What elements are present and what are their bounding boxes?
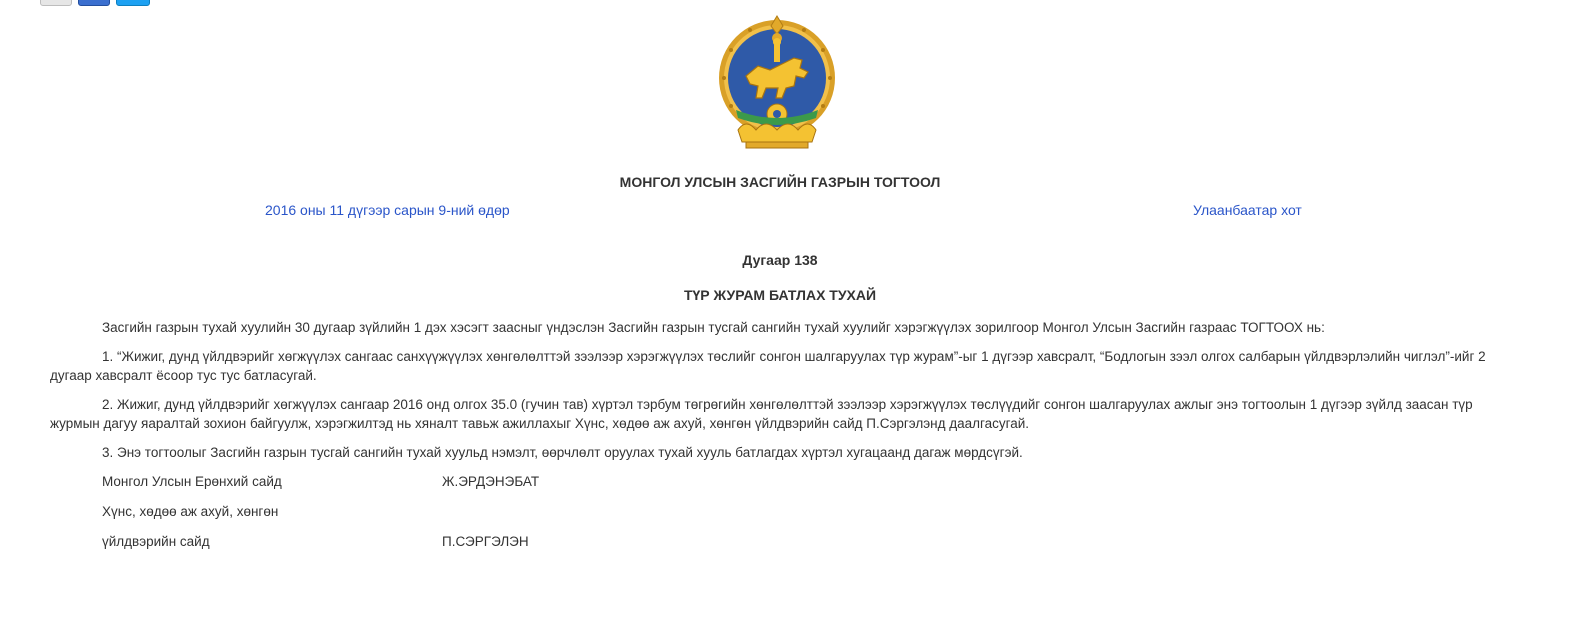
document-place: Улаанбаатар хот [1193, 202, 1302, 218]
pm-name: Ж.ЭРДЭНЭБАТ [442, 474, 540, 489]
preamble-paragraph: Засгийн газрын тухай хуулийн 30 дугаар зүйлийн 1 дэх хэсэгт заасныг үндэслэн Засгийн газрын тусгай сангийн тухай хуулийг хэрэгжүүлэх зорилгоор Монгол Улсын Засгийн газраас ТОГТООХ нь: [102, 320, 1325, 335]
minister-title-line2: үйлдвэрийн сайд [102, 534, 210, 549]
item-3-paragraph: 3. Энэ тогтоолыг Засгийн газрын тусгай сангийн тухай хуульд нэмэлт, өөрчлөлт оруулах тухай хууль батлагдах хүртэл хугацаанд дагаж мөрдсүгэй. [102, 445, 1023, 460]
document-title: МОНГОЛ УЛСЫН ЗАСГИЙН ГАЗРЫН ТОГТООЛ [619, 174, 941, 190]
print-icon[interactable] [40, 0, 72, 6]
signature-row-minister-line2 [102, 532, 1500, 551]
document-date: 2016 оны 11 дүгээр сарын 9-ний өдөр [265, 202, 510, 218]
item-1-paragraph: 1. “Жижиг, дунд үйлдвэрийг хөгжүүлэх сангаас санхүүжүүлэх хөнгөлөлттэй зээлээр хэрэгжүүлэх төслийг сонгон шалгаруулах түр журам”-ыг 1 дүгээр хавсралт, “Бодлогын зээл олгох салбарын үйлдвэрлэлийн чиглэл”-ийг 2 дугаар хавсралт ёсоор тус тус батласугай. [50, 349, 1486, 383]
document-body [50, 318, 1500, 562]
document-number: Дугаар 138 [742, 252, 818, 268]
toolbar [40, 0, 150, 6]
document-subject: ТҮР ЖУРАМ БАТЛАХ ТУХАЙ [683, 287, 877, 303]
pm-title: Монгол Улсын Ерөнхий сайд [102, 474, 282, 489]
minister-name: П.СЭРГЭЛЭН [442, 534, 529, 549]
state-emblem-icon [716, 14, 838, 150]
word-icon[interactable] [78, 0, 110, 6]
signature-row-minister-line1 [102, 502, 1500, 521]
minister-title-line1: Хүнс, хөдөө аж ахуй, хөнгөн [102, 504, 279, 519]
share-icon[interactable] [116, 0, 150, 6]
signature-row-pm [102, 472, 1500, 491]
item-2-paragraph: 2. Жижиг, дунд үйлдвэрийг хөгжүүлэх сангаар 2016 онд олгох 35.0 (гучин тав) хүртэл тэрбум төгрөгийн хөнгөлөлттэй зээлээр хэрэгжүүлэх төслүүдийг сонгон шалгаруулах ажлыг энэ тогтоолын 1 дүгээр зүйлд заасан түр журмын дагуу яаралтай зохион байгуулж, хэрэгжилтэд нь хяналт тавьж ажиллахыг Хүнс, хөдөө аж ахуй, хөнгөн үйлдвэрийн сайд П.Сэргэлэнд даалгасугай. [50, 397, 1473, 431]
